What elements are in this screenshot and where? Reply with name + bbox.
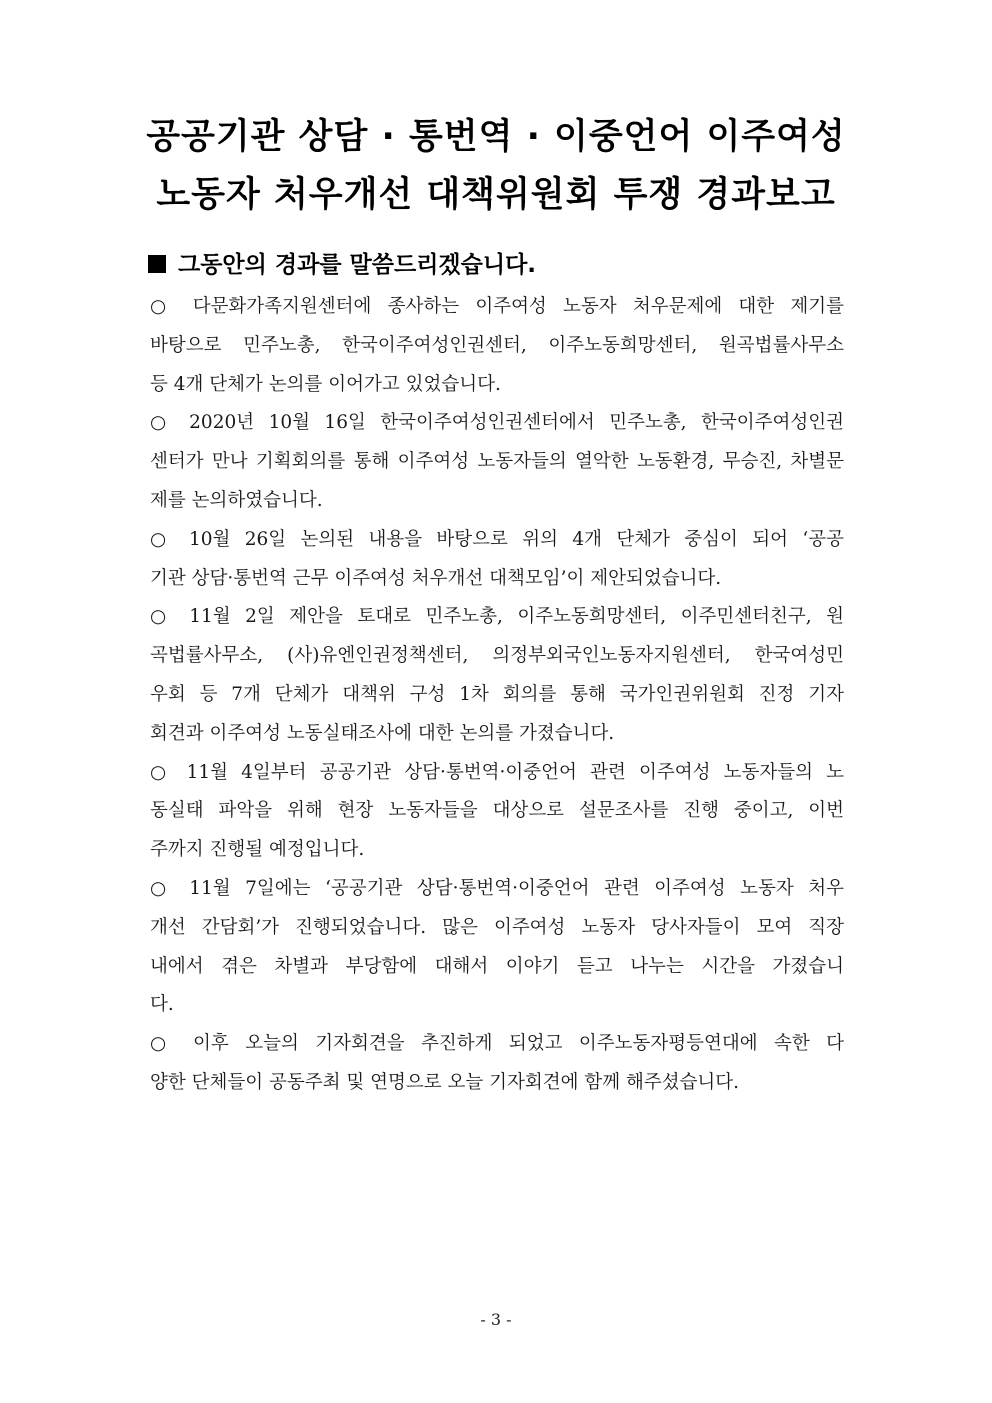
section-heading: [148, 248, 536, 282]
paragraph-line: 기관 상담·통번역 근무 이주여성 처우개선 대책모임’이 제안되었습니다.: [150, 567, 722, 589]
paragraph-line: 곡법률사무소, (사)유엔인권정책센터, 의정부외국인노동자지원센터, 한국여성민: [150, 645, 844, 667]
document-title: [100, 108, 892, 224]
paragraph-5: [150, 754, 844, 870]
paragraph-line: 주까지 진행될 예정입니다.: [150, 839, 365, 861]
paragraph-line: 회견과 이주여성 노동실태조사에 대한 논의를 가졌습니다.: [150, 722, 615, 744]
paragraph-line: 내에서 겪은 차별과 부당함에 대해서 이야기 듣고 나누는 시간을 가졌습니: [150, 955, 844, 977]
paragraph-line: 등 4개 단체가 논의를 이어가고 있었습니다.: [150, 373, 501, 395]
square-bullet-icon: [148, 255, 166, 273]
paragraph-line: 동실태 파악을 위해 현장 노동자들을 대상으로 설문조사를 진행 중이고, 이번: [150, 800, 844, 822]
paragraph-6: [150, 870, 844, 1025]
paragraph-line: 개선 간담회’가 진행되었습니다. 많은 이주여성 노동자 당사자들이 모여 직장: [150, 916, 844, 938]
paragraph-line: ○ 11월 2일 제안을 토대로 민주노총, 이주노동희망센터, 이주민센터친구, 원: [150, 606, 844, 628]
paragraph-2: [150, 404, 844, 520]
page-number: - 3 -: [480, 1310, 512, 1329]
paragraph-line: ○ 10월 26일 논의된 내용을 바탕으로 위의 4개 단체가 중심이 되어 ‘공공: [150, 528, 844, 550]
title-line-1: 공공기관 상담 · 통번역 · 이중언어 이주여성: [146, 117, 846, 157]
paragraph-3: [150, 521, 844, 599]
paragraph-line: 바탕으로 민주노총, 한국이주여성인권센터, 이주노동희망센터, 원곡법률사무소: [150, 334, 844, 356]
paragraph-line: 우회 등 7개 단체가 대책위 구성 1차 회의를 통해 국가인권위원회 진정 기자: [150, 683, 844, 705]
paragraph-4: [150, 598, 844, 753]
paragraph-line: ○ 2020년 10월 16일 한국이주여성인권센터에서 민주노총, 한국이주여성인권: [150, 412, 844, 434]
section-heading-text: 그동안의 경과를 말씀드리겠습니다.: [178, 252, 537, 278]
paragraph-line: ○ 다문화가족지원센터에 종사하는 이주여성 노동자 처우문제에 대한 제기를: [150, 296, 844, 317]
paragraph-line: ○ 11월 7일에는 ‘공공기관 상담·통번역·이중언어 관련 이주여성 노동자 처우: [150, 877, 844, 899]
paragraph-line: 다.: [150, 994, 174, 1016]
paragraph-line: 양한 단체들이 공동주최 및 연명으로 오늘 기자회견에 함께 해주셨습니다.: [150, 1071, 740, 1093]
paragraph-line: 제를 논의하였습니다.: [150, 489, 323, 511]
title-line-2: 노동자 처우개선 대책위원회 투쟁 경과보고: [156, 175, 836, 215]
paragraph-line: ○ 11월 4일부터 공공기관 상담·통번역·이중언어 관련 이주여성 노동자들의 노: [150, 761, 844, 783]
paragraph-line: ○ 이후 오늘의 기자회견을 추진하게 되었고 이주노동자평등연대에 속한 다: [150, 1033, 844, 1055]
body-text: [150, 288, 844, 1103]
paragraph-1: [150, 288, 844, 404]
paragraph-7: [150, 1025, 844, 1103]
paragraph-line: 센터가 만나 기획회의를 통해 이주여성 노동자들의 열악한 노동환경, 무승진, 차별문: [150, 451, 844, 473]
